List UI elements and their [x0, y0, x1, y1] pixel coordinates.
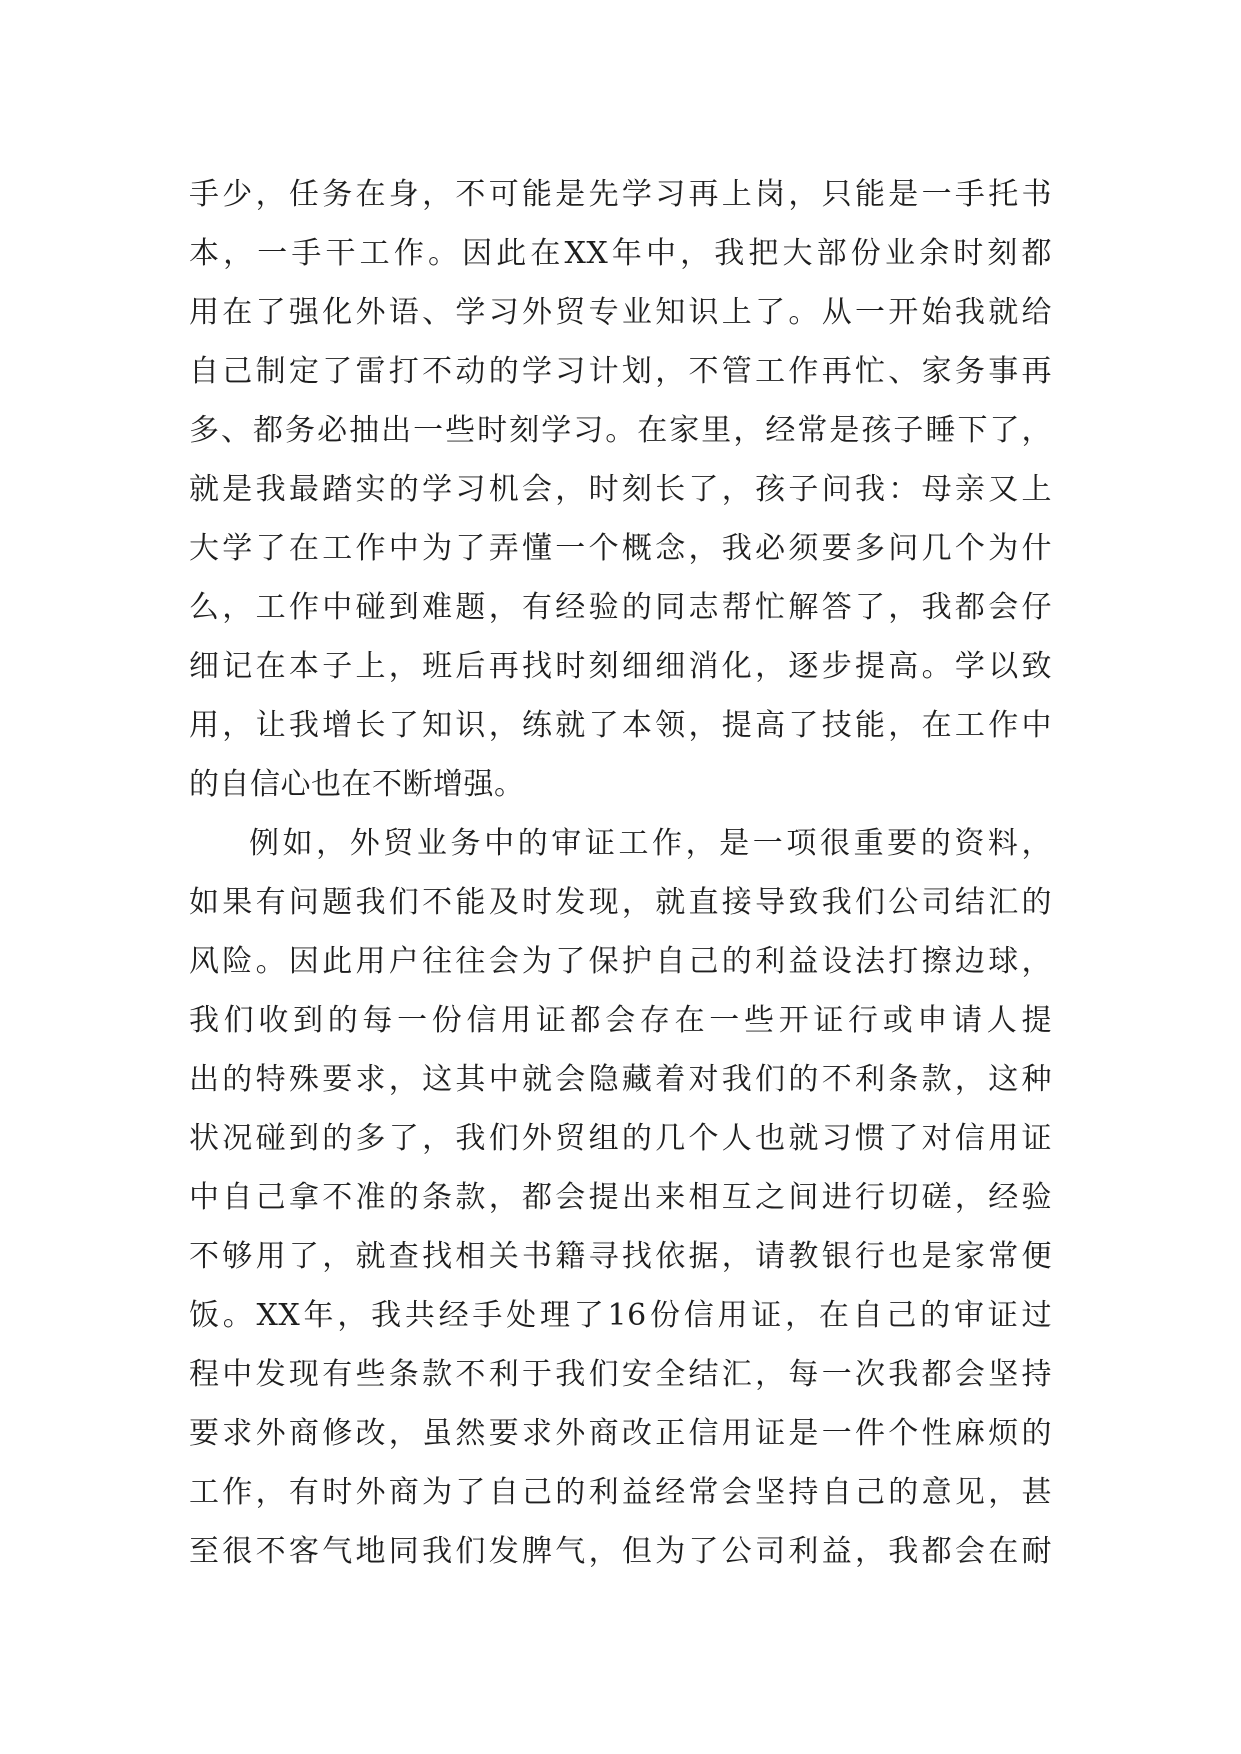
body-text [189, 165, 1052, 1581]
text-line: 不够用了，就查找相关书籍寻找依据，请教银行也是家常便 [189, 1239, 1052, 1274]
text-line: 出的特殊要求，这其中就会隐藏着对我们的不利条款，这种 [189, 1062, 1052, 1097]
text-line: 用在了强化外语、学习外贸专业知识上了。从一开始我就给 [189, 295, 1052, 330]
text-line: 我们收到的每一份信用证都会存在一些开证行或申请人提 [189, 1003, 1052, 1038]
text-line: 么，工作中碰到难题，有经验的同志帮忙解答了，我都会仔 [189, 590, 1052, 625]
text-line: 状况碰到的多了，我们外贸组的几个人也就习惯了对信用证 [189, 1121, 1052, 1156]
text-line: 就是我最踏实的学习机会，时刻长了，孩子问我：母亲又上 [189, 472, 1052, 507]
text-line: 中自己拿不准的条款，都会提出来相互之间进行切磋，经验 [189, 1180, 1052, 1215]
text-line: 用，让我增长了知识，练就了本领，提高了技能，在工作中 [189, 708, 1052, 743]
text-line: 工作，有时外商为了自己的利益经常会坚持自己的意见，甚 [189, 1475, 1052, 1510]
text-line: 的自信心也在不断增强。 [189, 767, 525, 802]
text-line: 大学了在工作中为了弄懂一个概念，我必须要多问几个为什 [189, 531, 1052, 566]
text-line: 饭。XX年，我共经手处理了16份信用证，在自己的审证过 [189, 1298, 1052, 1333]
text-line: 手少，任务在身，不可能是先学习再上岗，只能是一手托书 [189, 177, 1052, 212]
text-line: 风险。因此用户往往会为了保护自己的利益设法打擦边球， [189, 944, 1052, 979]
text-line: 如果有问题我们不能及时发现，就直接导致我们公司结汇的 [189, 885, 1052, 920]
text-line: 程中发现有些条款不利于我们安全结汇，每一次我都会坚持 [189, 1357, 1052, 1392]
text-line: 要求外商修改，虽然要求外商改正信用证是一件个性麻烦的 [189, 1416, 1052, 1451]
text-line: 自己制定了雷打不动的学习计划，不管工作再忙、家务事再 [189, 354, 1052, 389]
text-line: 本，一手干工作。因此在XX年中，我把大部份业余时刻都 [189, 236, 1052, 271]
text-line: 多、都务必抽出一些时刻学习。在家里，经常是孩子睡下了， [189, 413, 1052, 448]
text-line: 细记在本子上，班后再找时刻细细消化，逐步提高。学以致 [189, 649, 1052, 684]
text-line: 至很不客气地同我们发脾气，但为了公司利益，我都会在耐 [189, 1534, 1052, 1569]
text-line: 例如，外贸业务中的审证工作，是一项很重要的资料， [249, 826, 1052, 861]
